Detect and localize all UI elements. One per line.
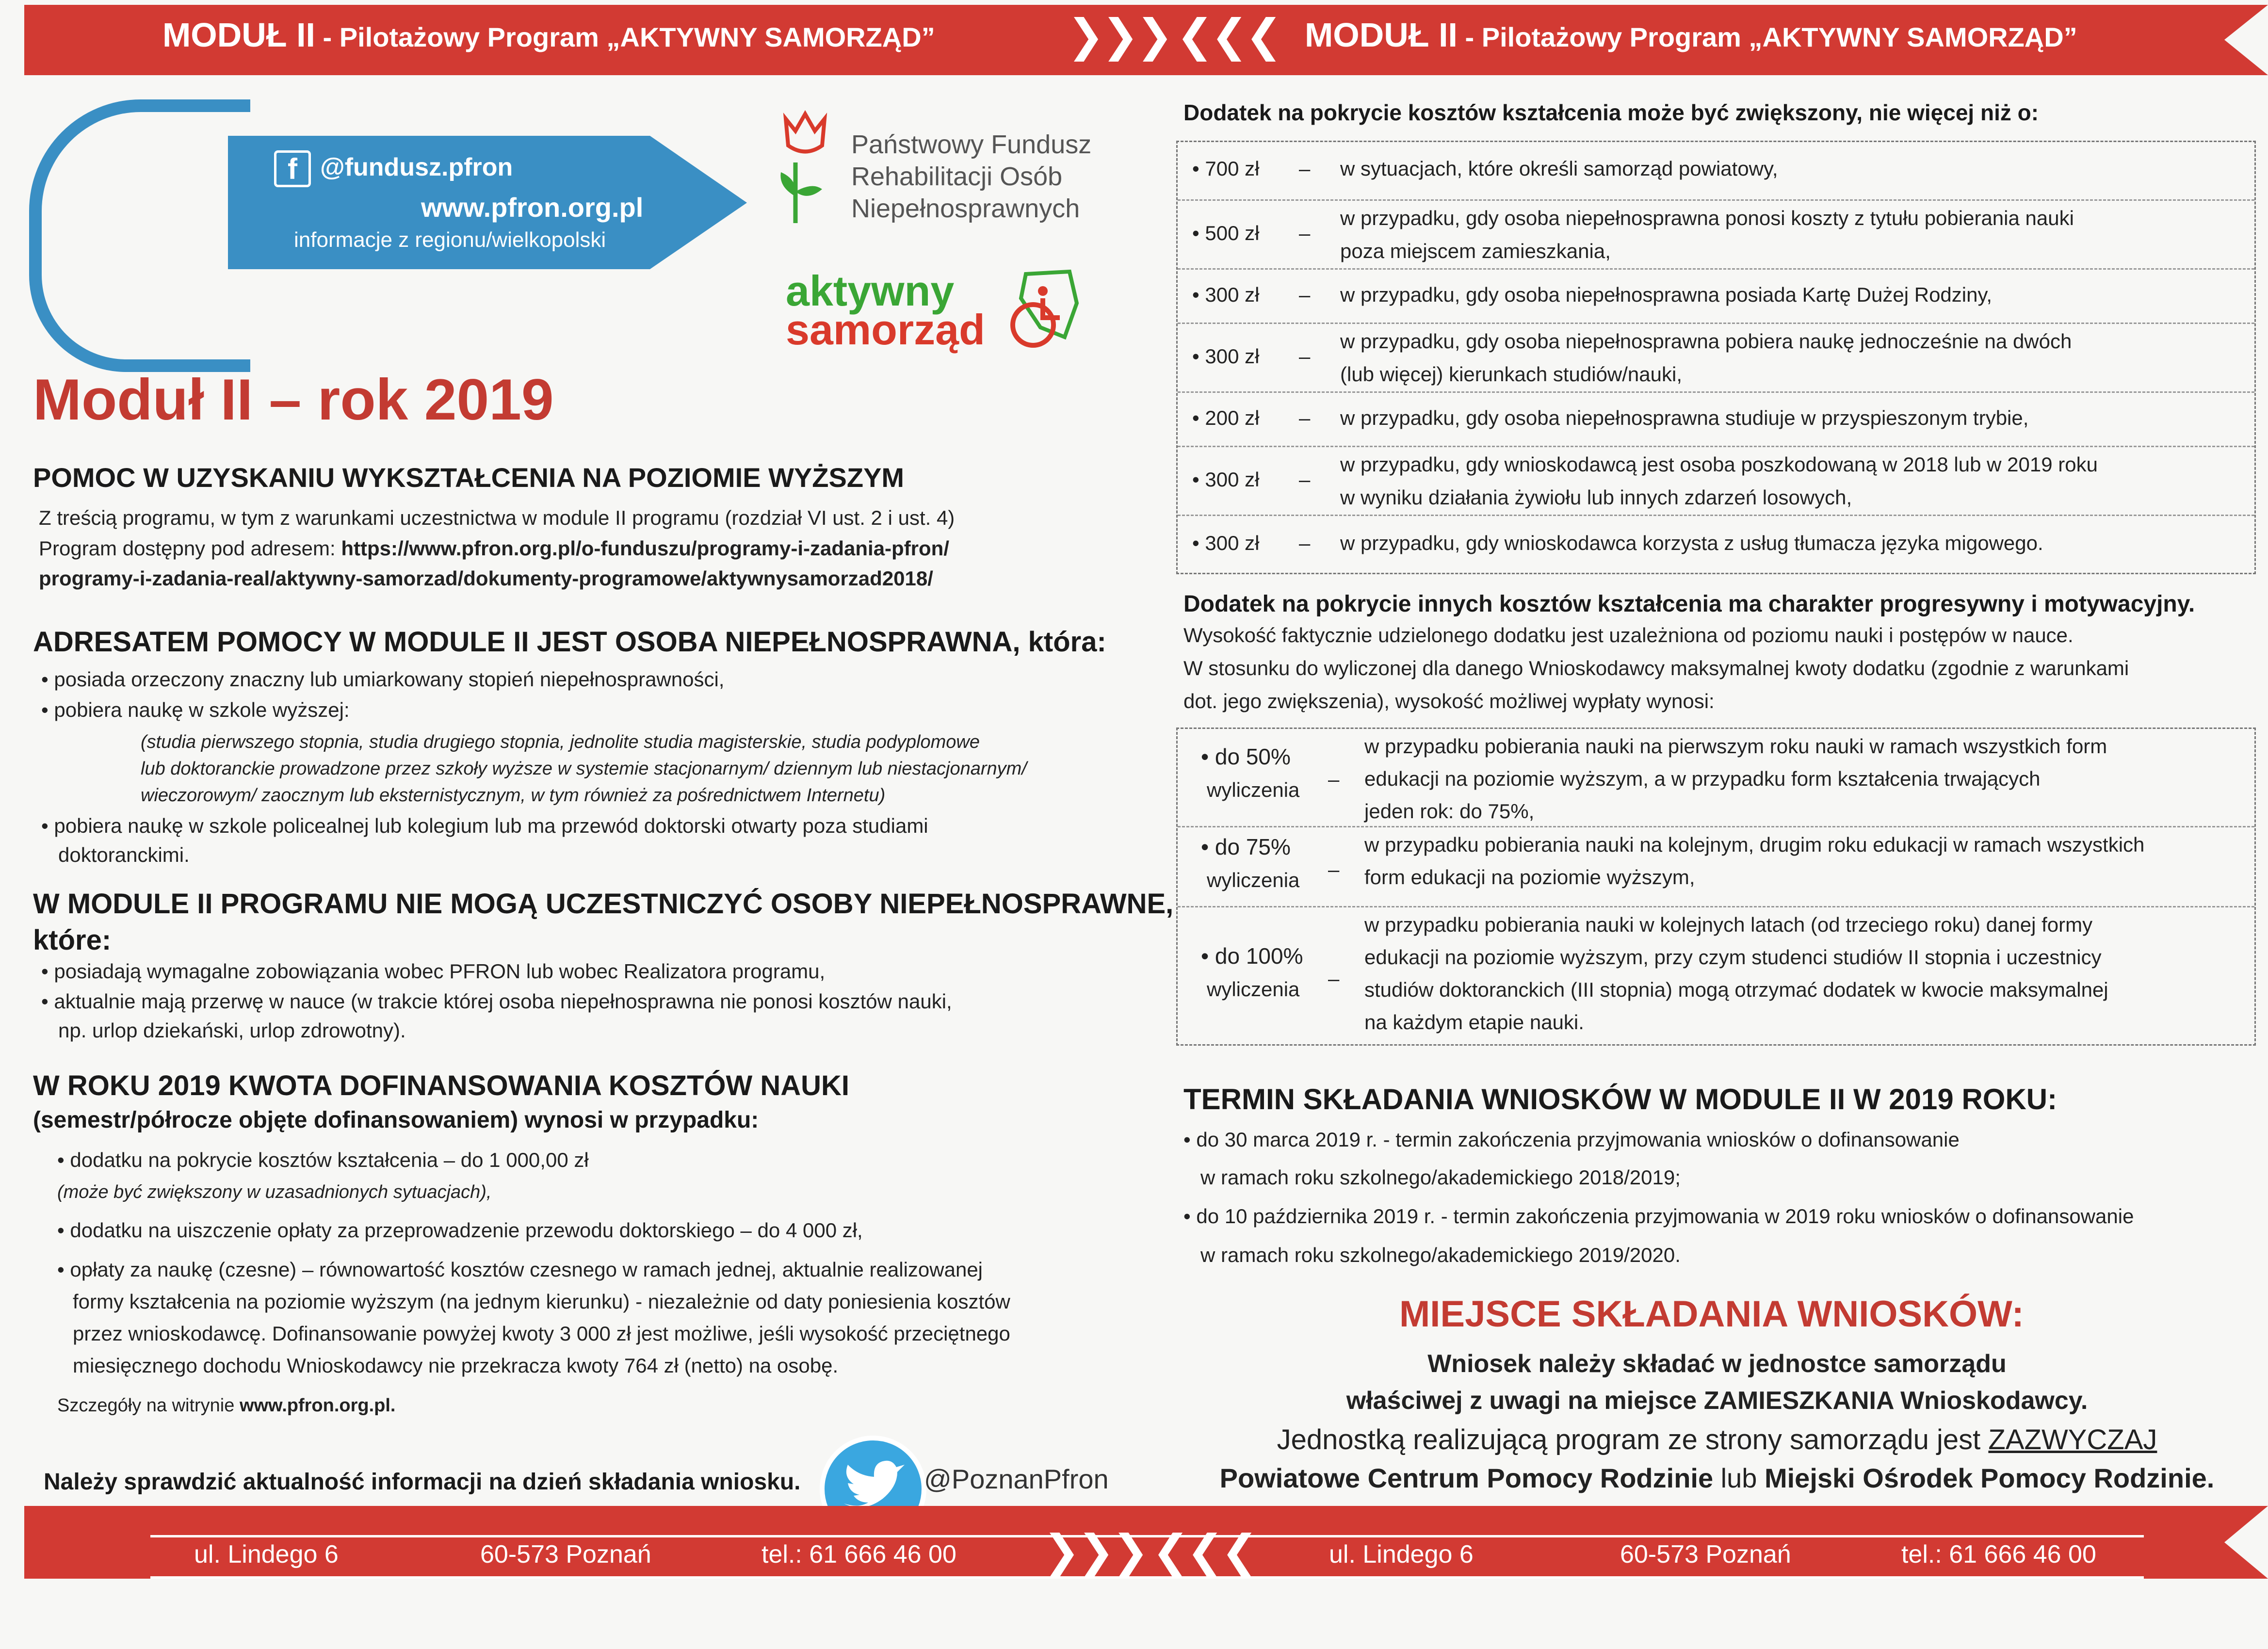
section4-bullet3-l4: miesięcznego dochodu Wnioskodawcy nie przekracza kwoty 764 zł (netto) na osobę. [73,1354,839,1377]
section1-line1: Z treścią programu, w tym z warunkami uczestnictwa w module II programu (rozdział VI ust. 2 i ust. 4) [39,506,955,529]
increase-row [1178,323,2254,393]
check-note: Należy sprawdzić aktualność informacji na dzień składania wniosku. [44,1469,801,1495]
progress-desc: studiów doktoranckich (III stopnia) mogą otrzymać dodatek w kwocie maksymalnej [1364,978,2108,1001]
head-silhouette [29,99,250,372]
section4-bullet3: • opłaty za naukę (czesne) – równowartość kosztów czesnego w ramach jednej, aktualnie realizowanej [57,1258,983,1281]
progress-sub: wyliczenia [1207,778,1300,801]
section2-bullet1: • posiada orzeczony znaczny lub umiarkowany stopień niepełnosprawności, [41,668,725,691]
section4-bullet1-note: (może być zwiększony w uzasadnionych sytuacjach), [57,1182,492,1202]
place-line4: Powiatowe Centrum Pomocy Rodzinie lub Miejski Ośrodek Pomocy Rodzinie. [1219,1463,2215,1493]
progress-desc: w przypadku pobierania nauki na pierwszym roku nauki w ramach wszystkich form [1364,735,2107,758]
progress-row [1178,729,2254,826]
section4-bullet3-l2: formy kształcenia na poziomie wyższym (na jednym kierunku) - niezależnie od daty poniesienia kosztów [73,1290,1010,1313]
increase-desc-cont: poza miejscem zamieszkania, [1340,240,1611,262]
increase-amount: • 500 zł [1192,222,1260,244]
footer-city-right: 60-573 Poznań [1620,1540,1791,1568]
increase-row [1178,515,2254,574]
dash-separator: – [1299,532,1311,554]
increase-amount: • 200 zł [1192,406,1260,429]
promo-website[interactable]: www.pfron.org.pl [421,192,644,223]
banner-notch [2224,1506,2268,1579]
progress-desc: form edukacji na poziomie wyższym, [1364,866,1695,889]
footer-phone-right[interactable]: tel.: 61 666 46 00 [1901,1540,2096,1568]
increase-table [1176,141,2256,574]
increase-row [1178,446,2254,516]
pfron-logo-text: Państwowy Fundusz Rehabilitacji Osób Niepełnosprawnych [851,130,1092,223]
bottom-banner [24,1506,2268,1579]
banner-notch [2224,5,2268,75]
other-line3: dot. jego zwiększenia), wysokość możliwej wypłaty wynosi: [1183,690,1715,712]
dash-separator: – [1299,283,1311,306]
section3-bullet2: • aktualnie mają przerwę w nauce (w trakcie której osoba niepełnosprawna nie ponosi kosztów nauki, [41,990,952,1013]
increase-row [1178,391,2254,447]
dash-separator: – [1328,967,1340,990]
progress-desc: na każdym etapie nauki. [1364,1011,1584,1034]
footer-street-right: ul. Lindego 6 [1329,1540,1474,1568]
section2-bullet3-cont: doktoranckimi. [58,843,190,866]
section2-heading: ADRESATEM POMOCY W MODULE II JEST OSOBA NIEPEŁNOSPRAWNA, która: [33,626,1106,658]
footer-phone-left[interactable]: tel.: 61 666 46 00 [761,1540,956,1568]
other-line2: W stosunku do wyliczonej dla danego Wnioskodawcy maksymalnej kwoty dodatku (zgodnie z warunkami [1183,657,2129,679]
deadline-1-cont: w ramach roku szkolnego/akademickiego 2018/2019; [1200,1166,1681,1189]
footer-street-left: ul. Lindego 6 [194,1540,339,1568]
deadline-heading: TERMIN SKŁADANIA WNIOSKÓW W MODULE II W 2019 ROKU: [1183,1083,2057,1116]
progress-percent: • do 75% [1201,834,1291,859]
section4-bullet1: • dodatku na pokrycie kosztów kształcenia – do 1 000,00 zł [57,1148,589,1171]
progress-percent: • do 100% [1201,943,1303,969]
increase-desc: w przypadku, gdy osoba niepełnosprawna posiada Kartę Dużej Rodziny, [1340,283,1993,306]
facebook-handle[interactable]: @fundusz.pfron [320,153,513,181]
details-note: Szczegóły na witrynie www.pfron.org.pl. [57,1395,396,1416]
deadline-1: • do 30 marca 2019 r. - termin zakończenia przyjmowania wniosków o dofinansowanie [1183,1128,1960,1151]
twitter-handle[interactable]: @PoznanPfron [924,1464,1109,1494]
progress-sub: wyliczenia [1207,868,1300,891]
dash-separator: – [1299,157,1311,180]
section4-bullet2: • dodatku na uiszczenie opłaty za przeprowadzenie przewodu doktorskiego – do 4 000 zł, [57,1219,863,1242]
section4-bullet3-l3: przez wnioskodawcę. Dofinansowanie powyżej kwoty 3 000 zł jest możliwe, jeśli wysokość przeciętnego [73,1322,1010,1345]
progress-row [1178,826,2254,907]
section2-bullet3: • pobiera naukę w szkole policealnej lub kolegium lub ma przewód doktorski otwarty poza studiami [41,814,928,837]
top-banner [24,5,2268,75]
section1-heading: POMOC W UZYSKANIU WYKSZTAŁCENIA NA POZIOMIE WYŻSZYM [33,462,905,493]
dash-separator: – [1299,222,1311,244]
section4-heading: W ROKU 2019 KWOTA DOFINANSOWANIA KOSZTÓW NAUKI [33,1070,850,1101]
increase-desc-cont: (lub więcej) kierunkach studiów/nauki, [1340,363,1682,386]
place-heading: MIEJSCE SKŁADANIA WNIOSKÓW: [1399,1293,2024,1335]
promo-regional: informacje z regionu/wielkopolski [294,228,606,252]
progress-desc: edukacji na poziomie wyższym, przy czym studenci studiów II stopnia i uczestnicy [1364,946,2102,969]
increase-amount: • 700 zł [1192,157,1260,180]
other-heading: Dodatek na pokrycie innych kosztów kształcenia ma charakter progresywny i motywacyjny. [1183,591,2195,617]
increase-row [1178,142,2254,199]
promo-arrow-tip [650,136,747,269]
footer-city-left: 60-573 Poznań [480,1540,651,1568]
section2-note2: lub doktoranckie prowadzone przez szkoły wyższe w systemie stacjonarnym/ dziennym lub niestacjonarnym/ [141,759,1027,779]
section3-heading-cont: które: [33,924,112,956]
progress-sub: wyliczenia [1207,977,1300,1001]
increase-row [1178,268,2254,324]
deadline-2-cont: w ramach roku szkolnego/akademickiego 2019/2020. [1200,1244,1681,1266]
section3-heading: W MODULE II PROGRAMU NIE MOGĄ UCZESTNICZYĆ OSOBY NIEPEŁNOSPRAWNE, [33,888,1174,920]
progress-desc: w przypadku pobierania nauki na kolejnym, drugim roku edukacji w ramach wszystkich [1364,833,2145,856]
dash-separator: – [1299,406,1311,429]
footer-arrows-right: ❯❯❯ [1043,1527,1147,1576]
banner-title-right: MODUŁ II - Pilotażowy Program „AKTYWNY SAMORZĄD” [1305,16,2077,54]
increase-desc: w przypadku, gdy osoba niepełnosprawna pobiera naukę jednocześnie na dwóch [1340,330,2072,353]
increase-desc: w przypadku, gdy wnioskodawca korzysta z usług tłumacza języka migowego. [1340,532,2043,554]
progress-table [1176,728,2256,1046]
dash-separator: – [1299,468,1311,491]
page-title: Moduł II – rok 2019 [33,367,554,432]
tulip-stem-icon [776,162,829,226]
program-url[interactable]: https://www.pfron.org.pl/o-funduszu/programy-i-zadania-pfron/ [341,537,950,560]
section3-bullet2-cont: np. urlop dziekański, urlop zdrowotny). [58,1019,406,1042]
banner-arrows-right: ❯❯❯ [1067,11,1171,61]
address-frame [150,1535,2144,1579]
section2-bullet2: • pobiera naukę w szkole wyższej: [41,698,350,721]
details-url[interactable]: www.pfron.org.pl. [239,1395,396,1416]
dash-separator: – [1328,768,1340,791]
increase-row [1178,199,2254,270]
increase-desc: w przypadku, gdy osoba niepełnosprawna studiuje w przyspieszonym trybie, [1340,406,2029,429]
dash-separator: – [1299,345,1311,368]
increase-amount: • 300 zł [1192,283,1260,306]
increase-desc-cont: w wyniku działania żywiołu lub innych zdarzeń losowych, [1340,486,1852,509]
increase-desc: w przypadku, gdy wnioskodawcą jest osoba poszkodowaną w 2018 lub w 2019 roku [1340,453,2098,476]
aktywny-samorzad-logo: aktywny samorząd [786,267,985,354]
place-line3: Jednostką realizującą program ze strony samorządu jest ZAZWYCZAJ [1277,1424,2157,1455]
place-line2: właściwej z uwagi na miejsce ZAMIESZKANIA Wnioskodawcy. [1346,1387,2088,1415]
increase-heading: Dodatek na pokrycie kosztów kształcenia może być zwiększony, nie więcej niż o: [1183,100,2039,125]
deadline-2: • do 10 października 2019 r. - termin zakończenia przyjmowania w 2019 roku wniosków o dofinansowanie [1183,1205,2134,1228]
footer-arrows-left: ❮❮❮ [1152,1527,1256,1576]
other-line1: Wysokość faktycznie udzielonego dodatku jest uzależniona od poziomu nauki i postępów w nauce. [1183,624,2074,647]
progress-desc: jeden rok: do 75%, [1364,800,1535,823]
facebook-icon: f [274,150,311,187]
banner-arrows-left: ❮❮❮ [1176,11,1280,61]
section2-note3: wieczorowym/ zaocznym lub eksternistycznym, w tym również za pośrednictwem Internetu) [141,785,886,806]
increase-desc: w przypadku, gdy osoba niepełnosprawna ponosi koszty z tytułu pobierania nauki [1340,207,2074,229]
section4-subheading: (semestr/półrocze objęte dofinansowaniem) wynosi w przypadku: [33,1107,759,1133]
progress-desc: edukacji na poziomie wyższym, a w przypadku form kształcenia trwających [1364,767,2041,790]
section1-line2: Program dostępny pod adresem: https://www.pfron.org.pl/o-funduszu/programy-i-zadania-pfron/ [39,537,950,560]
progress-percent: • do 50% [1201,744,1291,769]
banner-title-left: MODUŁ II - Pilotażowy Program „AKTYWNY SAMORZĄD” [162,16,935,54]
progress-desc: w przypadku pobierania nauki w kolejnych latach (od trzeciego roku) danej formy [1364,913,2093,936]
wheelchair-map-icon [1006,269,1079,352]
section3-bullet1: • posiadają wymagalne zobowiązania wobec PFRON lub wobec Realizatora programu, [41,960,826,983]
dash-separator: – [1328,857,1340,881]
tulip-icon [778,109,832,167]
increase-amount: • 300 zł [1192,345,1260,368]
increase-amount: • 300 zł [1192,532,1260,554]
increase-desc: w sytuacjach, które określi samorząd powiatowy, [1340,157,1778,180]
program-url-cont[interactable]: programy-i-zadania-real/aktywny-samorzad/dokumenty-programowe/aktywnysamorzad2018/ [39,567,933,590]
section2-note1: (studia pierwszego stopnia, studia drugiego stopnia, jednolite studia magisterskie, studia podyplomowe [141,732,980,752]
place-line1: Wniosek należy składać w jednostce samorządu [1427,1350,2007,1378]
progress-row [1178,906,2254,1046]
increase-amount: • 300 zł [1192,468,1260,491]
